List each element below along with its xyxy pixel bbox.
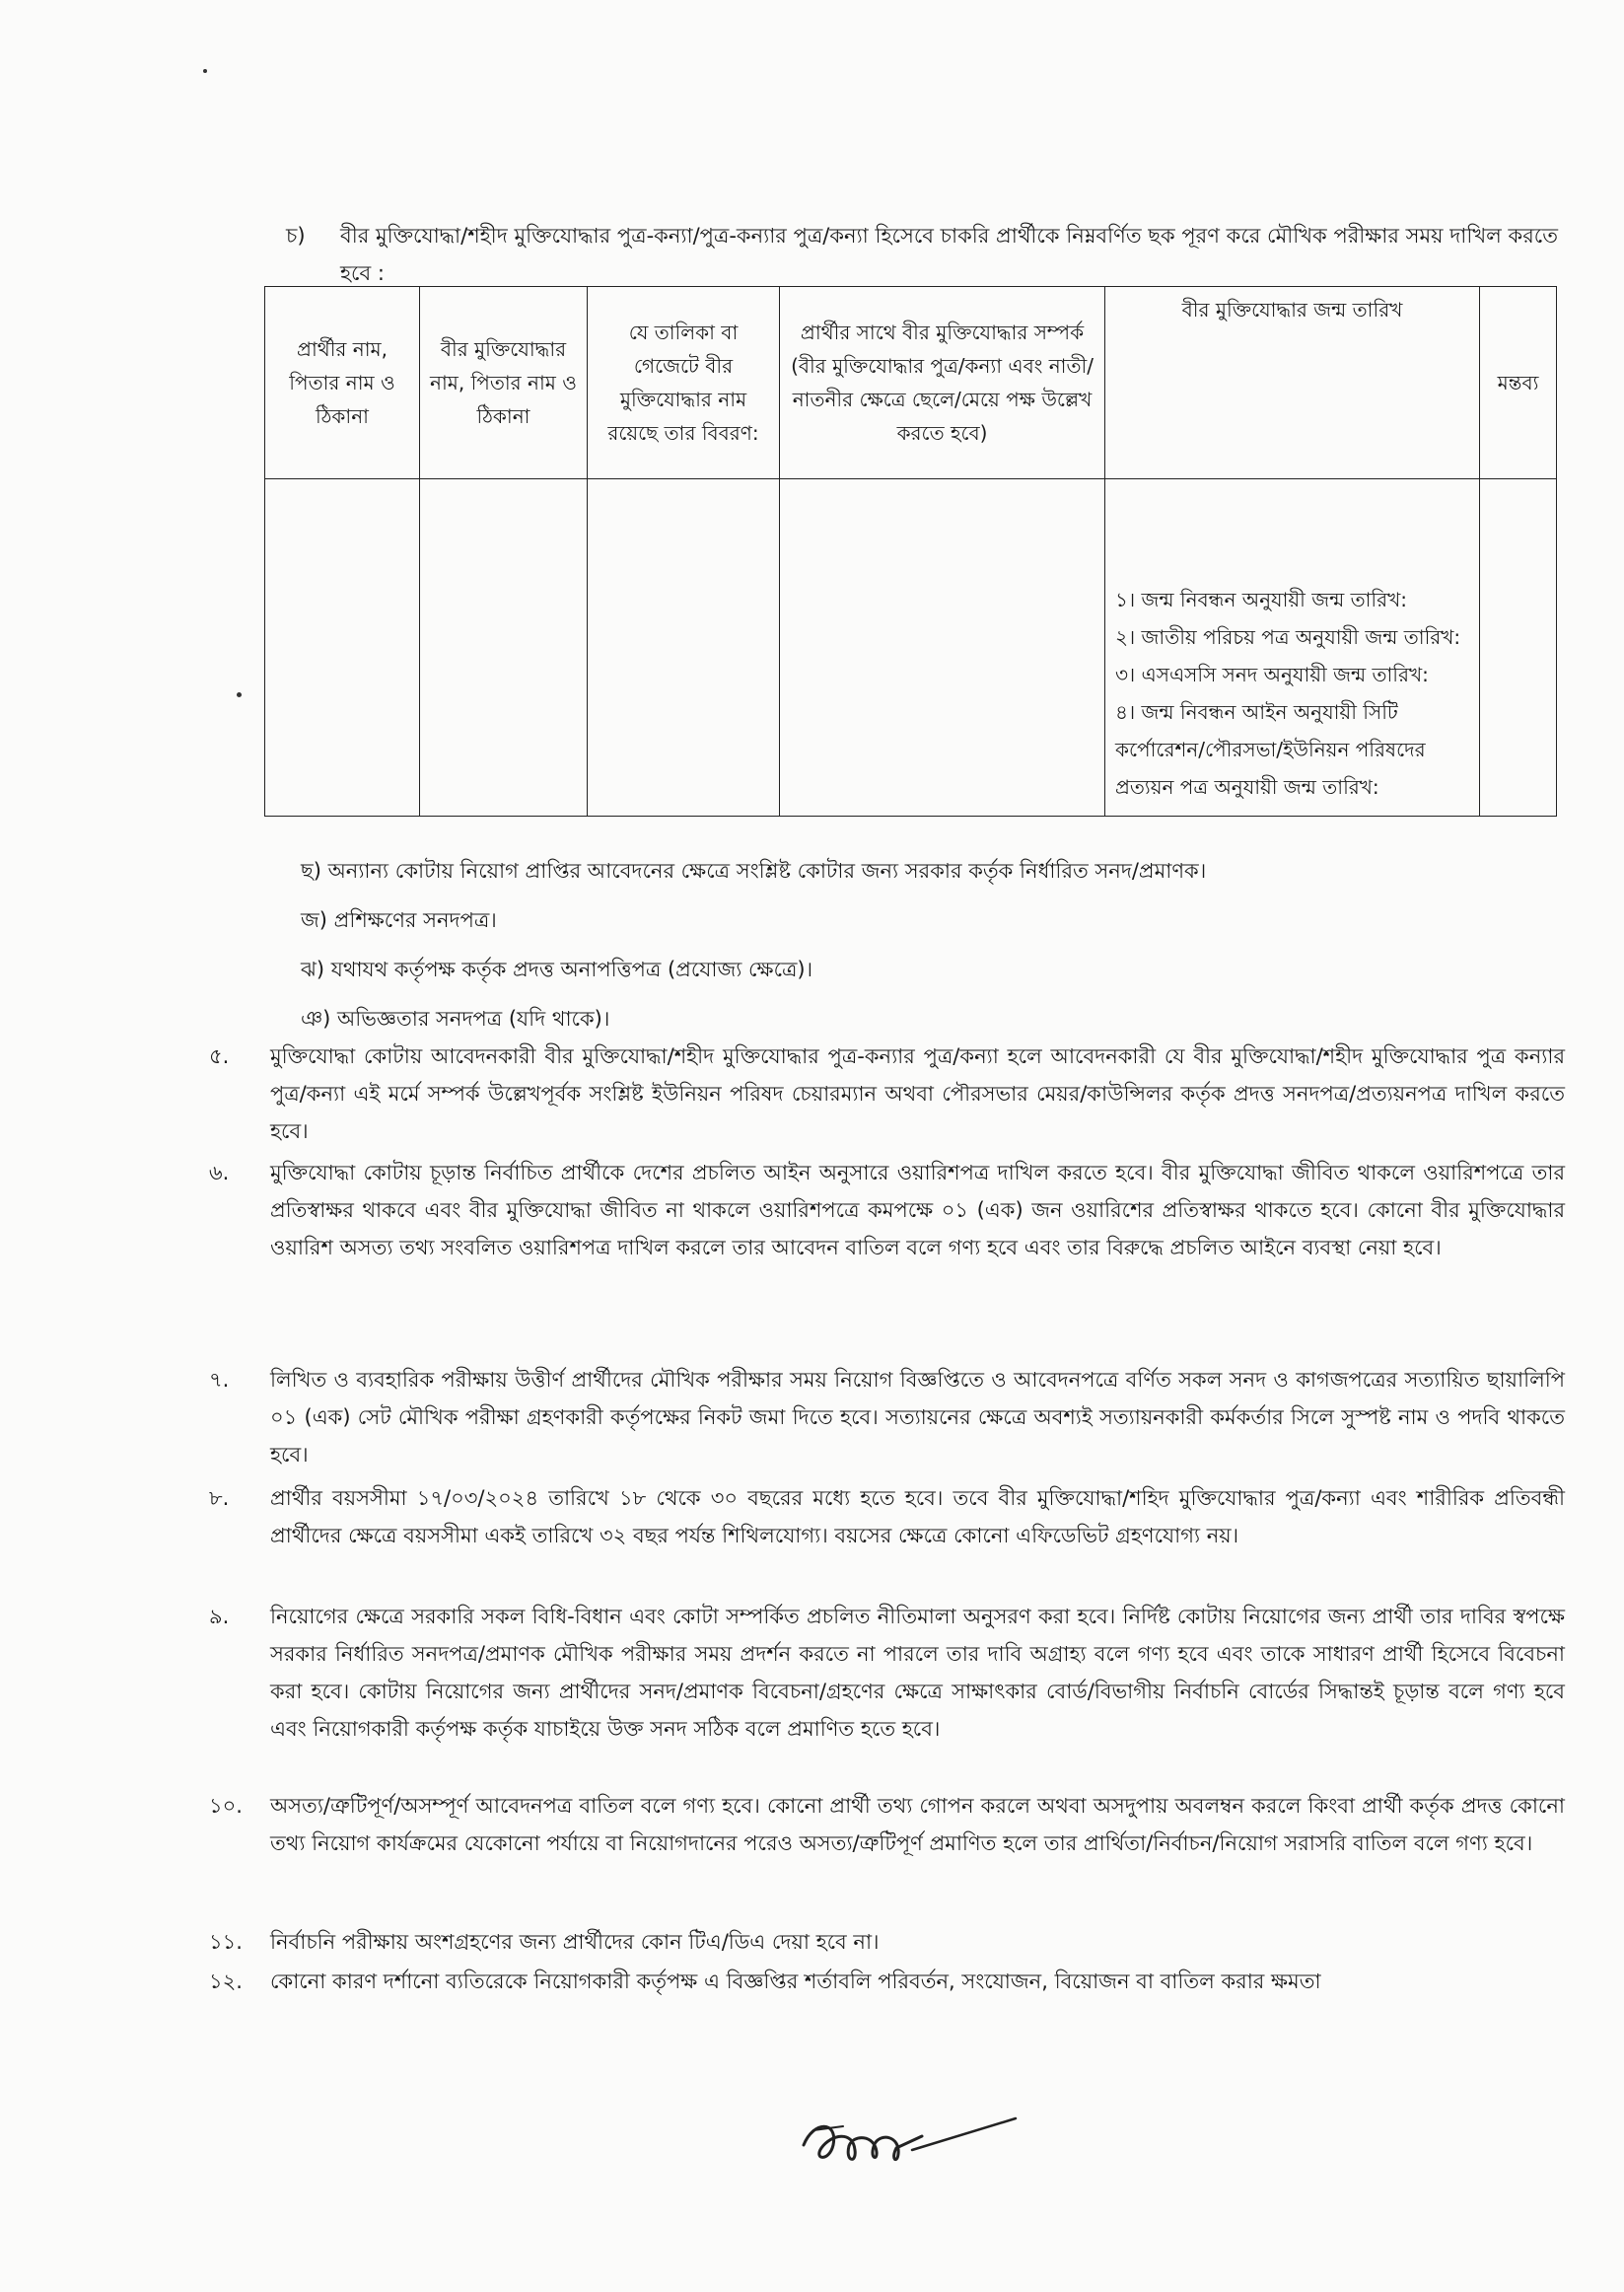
list-item (209, 1479, 1565, 1554)
freedom-fighter-form-table (264, 286, 1557, 817)
birth-date-item: ২। জাতীয় পরিচয় পত্র অনুযায়ী জন্ম তারিখ: (1115, 625, 1461, 649)
sub-item: ঞ) অভিজ্ঞতার সনদপত্র (যদি থাকে)। (301, 1007, 610, 1031)
header-candidate: প্রার্থীর নাম, পিতার নাম ও ঠিকানা (265, 287, 420, 479)
item-number: ১২. (209, 1970, 243, 1993)
header-remarks: মন্তব্য (1480, 287, 1557, 479)
cell-candidate[interactable] (265, 479, 420, 817)
list-item (209, 1787, 1565, 1862)
item-number: ৫. (209, 1044, 230, 1068)
list-item (209, 1598, 1565, 1748)
sub-item: জ) প্রশিক্ষণের সনদপত্র। (301, 908, 497, 932)
sub-item: ছ) অন্যান্য কোটায় নিয়োগ প্রাপ্তির আবেদনের ক্ষেত্রে সংশ্লিষ্ট কোটার জন্য সরকার কর্তৃক নির্ধারিত সনদ/প্রমাণক। (301, 859, 1207, 883)
section-cha-text: বীর মুক্তিযোদ্ধা/শহীদ মুক্তিযোদ্ধার পুত্র-কন্যা/পুত্র-কন্যার পুত্র/কন্যা হিসেবে চাকরি প্রার্থীকে নিম্নবর্ণিত ছক পূরণ করে মৌখিক পরীক্ষার সময় দাখিল করতে হবে : (340, 224, 1558, 285)
item-number: ৬. (209, 1161, 230, 1184)
birth-date-item: ৪। জন্ম নিবন্ধন আইন অনুযায়ী সিটি কর্পোরেশন/পৌরসভা/ইউনিয়ন পরিষদের প্রত্যয়ন পত্র অনুযায়ী জন্ম তারিখ: (1115, 700, 1426, 799)
cell-remarks[interactable] (1480, 479, 1557, 817)
item-text: মুক্তিযোদ্ধা কোটায় আবেদনকারী বীর মুক্তিযোদ্ধা/শহীদ মুক্তিযোদ্ধার পুত্র-কন্যার পুত্র/কন্যা হলে আবেদনকারী যে বীর মুক্তিযোদ্ধা/শহীদ মুক্তিযোদ্ধার পুত্র কন্যার পুত্র/কন্যা এই মর্মে সম্পর্ক উল্লেখপূর্বক সংশ্লিষ্ট ইউনিয়ন পরিষদ চেয়ারম্যান অথবা পৌরসভার মেয়র/কাউন্সিলর কর্তৃক প্রদত্ত সনদপত্র/প্রত্যয়নপত্র দাখিল করতে হবে। (270, 1044, 1565, 1143)
list-item (209, 1038, 1565, 1150)
list-item (209, 1154, 1565, 1266)
table-row (265, 479, 1557, 817)
item-text: নিয়োগের ক্ষেত্রে সরকারি সকল বিধি-বিধান এবং কোটা সম্পর্কিত প্রচলিত নীতিমালা অনুসরণ করা হবে। নির্দিষ্ট কোটায় নিয়োগের জন্য প্রার্থী তার দাবির স্বপক্ষে সরকার নির্ধারিত সনদপত্র/প্রমাণক মৌখিক পরীক্ষার সময় প্রদর্শন করতে না পারলে তার দাবি অগ্রাহ্য বলে গণ্য হবে এবং তাকে সাধারণ প্রার্থী হিসেবে বিবেচনা করা হবে। কোটায় নিয়োগের জন্য প্রার্থীদের সনদ/প্রমাণক বিবেচনা/গ্রহণের ক্ষেত্রে সাক্ষাৎকার বোর্ড/বিভাগীয় নির্বাচনি বোর্ডের সিদ্ধান্তই চূড়ান্ত বলে গণ্য হবে এবং নিয়োগকারী কর্তৃপক্ষ কর্তৃক যাচাইয়ে উক্ত সনদ সঠিক বলে প্রমাণিত হতে হবে। (270, 1605, 1565, 1741)
birth-date-item: ৩। এসএসসি সনদ অনুযায়ী জন্ম তারিখ: (1115, 663, 1429, 686)
list-item (209, 1361, 1565, 1473)
item-text: নির্বাচনি পরীক্ষায় অংশগ্রহণের জন্য প্রার্থীদের কোন টিএ/ডিএ দেয়া হবে না। (270, 1930, 880, 1954)
item-text: মুক্তিযোদ্ধা কোটায় চূড়ান্ত নির্বাচিত প্রার্থীকে দেশের প্রচলিত আইন অনুসারে ওয়ারিশপত্র দাখিল করতে হবে। বীর মুক্তিযোদ্ধা জীবিত থাকলে ওয়ারিশপত্রে তার প্রতিস্বাক্ষর থাকবে এবং বীর মুক্তিযোদ্ধা জীবিত না থাকলে ওয়ারিশপত্রে কমপক্ষে ০১ (এক) জন ওয়ারিশের প্রতিস্বাক্ষর থাকতে হবে। কোনো বীর মুক্তিযোদ্ধার ওয়ারিশ অসত্য তথ্য সংবলিত ওয়ারিশপত্র দাখিল করলে তার আবেদন বাতিল বলে গণ্য হবে এবং তার বিরুদ্ধে প্রচলিত আইনে ব্যবস্থা নেয়া হবে। (270, 1161, 1565, 1259)
item-number: ১০. (209, 1794, 243, 1818)
list-item (209, 1923, 1565, 1961)
scan-dot (237, 692, 242, 697)
scan-dot (203, 69, 207, 73)
birth-date-item: ১। জন্ম নিবন্ধন অনুযায়ী জন্ম তারিখ: (1115, 588, 1408, 611)
sub-item: ঝ) যথাযথ কর্তৃপক্ষ কর্তৃক প্রদত্ত অনাপত্তিপত্র (প্রযোজ্য ক্ষেত্রে)। (301, 958, 813, 981)
cell-freedom-fighter[interactable] (420, 479, 588, 817)
item-text: লিখিত ও ব্যবহারিক পরীক্ষায় উত্তীর্ণ প্রার্থীদের মৌখিক পরীক্ষার সময় নিয়োগ বিজ্ঞপ্তিতে ও আবেদনপত্রে বর্ণিত সকল সনদ ও কাগজপত্রের সত্যায়িত ছায়ালিপি ০১ (এক) সেট মৌখিক পরীক্ষা গ্রহণকারী কর্তৃপক্ষের নিকট জমা দিতে হবে। সত্যায়নের ক্ষেত্রে অবশ্যই সত্যায়নকারী কর্মকর্তার সিলে সুস্পষ্ট নাম ও পদবি থাকতে হবে। (270, 1368, 1565, 1467)
item-text: প্রার্থীর বয়সসীমা ১৭/০৩/২০২৪ তারিখে ১৮ থেকে ৩০ বছরের মধ্যে হতে হবে। তবে বীর মুক্তিযোদ্ধা/শহিদ মুক্তিযোদ্ধার পুত্র/কন্যা এবং শারীরিক প্রতিবন্ধী প্রার্থীদের ক্ষেত্রে বয়সসীমা একই তারিখে ৩২ বছর পর্যন্ত শিথিলযোগ্য। বয়সের ক্ষেত্রে কোনো এফিডেভিট গ্রহণযোগ্য নয়। (270, 1486, 1565, 1547)
list-item (209, 1963, 1565, 2000)
header-relationship: প্রার্থীর সাথে বীর মুক্তিযোদ্ধার সম্পর্ক (বীর মুক্তিযোদ্ধার পুত্র/কন্যা এবং নাতী/নাতনীর ক্ষেত্রে ছেলে/মেয়ে পক্ষ উল্লেখ করতে হবে) (780, 287, 1105, 479)
cell-relationship[interactable] (780, 479, 1105, 817)
item-number: ৯. (209, 1605, 230, 1628)
item-number: ১১. (209, 1930, 243, 1954)
signature-image (784, 2091, 1030, 2189)
table-header-row (265, 287, 1557, 479)
section-cha (286, 217, 1558, 292)
cell-gazette[interactable] (588, 479, 780, 817)
item-text: অসত্য/ত্রুটিপূর্ণ/অসম্পূর্ণ আবেদনপত্র বাতিল বলে গণ্য হবে। কোনো প্রার্থী তথ্য গোপন করলে অথবা অসদুপায় অবলম্বন করলে কিংবা প্রার্থী কর্তৃক প্রদত্ত কোনো তথ্য নিয়োগ কার্যক্রমের যেকোনো পর্যায়ে বা নিয়োগদানের পরেও অসত্য/ত্রুটিপূর্ণ প্রমাণিত হলে তার প্রার্থিতা/নির্বাচন/নিয়োগ সরাসরি বাতিল বলে গণ্য হবে। (270, 1794, 1565, 1855)
item-text: কোনো কারণ দর্শানো ব্যতিরেকে নিয়োগকারী কর্তৃপক্ষ এ বিজ্ঞপ্তির শর্তাবলি পরিবর্তন, সংযোজন, বিয়োজন বা বাতিল করার ক্ষমতা (270, 1970, 1321, 1993)
header-birth-date: বীর মুক্তিযোদ্ধার জন্ম তারিখ (1105, 287, 1480, 479)
cell-birth-dates[interactable] (1105, 479, 1480, 817)
section-cha-marker: চ) (286, 224, 306, 248)
header-gazette: যে তালিকা বা গেজেটে বীর মুক্তিযোদ্ধার নাম রয়েছে তার বিবরণ: (588, 287, 780, 479)
header-freedom-fighter: বীর মুক্তিযোদ্ধার নাম, পিতার নাম ও ঠিকানা (420, 287, 588, 479)
item-number: ৭. (209, 1368, 230, 1392)
item-number: ৮. (209, 1486, 230, 1510)
